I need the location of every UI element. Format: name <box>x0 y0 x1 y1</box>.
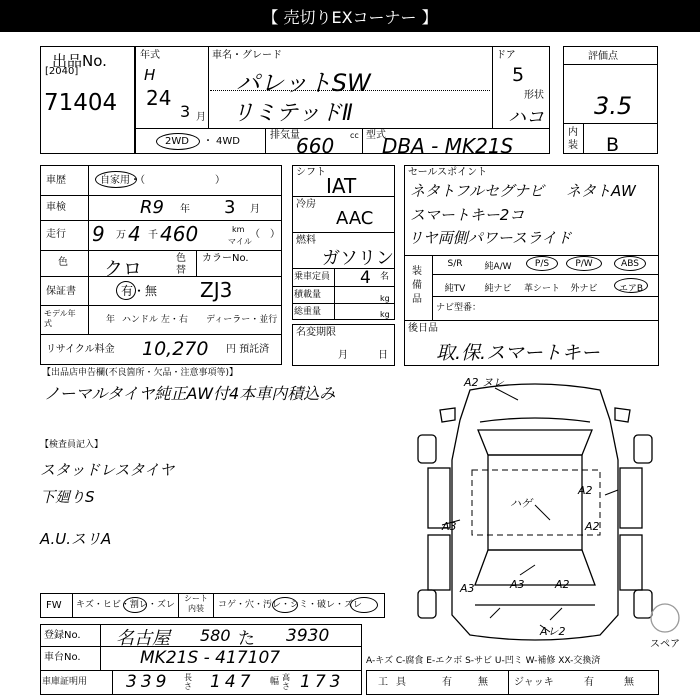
inspector-line3: A.U.スリA <box>40 530 112 548</box>
banner-title: 【 売切りEXコーナー 】 <box>262 8 438 27</box>
tools-opt2: 無 <box>478 677 488 688</box>
dims-width-label: 幅 <box>270 677 280 687</box>
equip-tv: 純TV <box>444 284 466 294</box>
fw-items2: コゲ・穴・汚レ・シミ・破レ・ズレ <box>218 600 363 610</box>
engine-type-label: 型式 <box>366 130 386 141</box>
interior-value: B <box>606 134 620 156</box>
recycle-label: リサイクル料金 <box>46 344 115 355</box>
drive-2wd: 2WD <box>165 136 189 147</box>
accessories-label: 後日品 <box>408 323 438 334</box>
ac-value: AAC <box>336 208 374 229</box>
model-year-unit: 年 <box>106 315 116 325</box>
load-unit: kg <box>380 294 390 303</box>
interior-label: 内装 <box>568 127 578 151</box>
capacity-value: 4 <box>360 268 371 288</box>
diagram-a2-right2: A2 <box>585 520 600 533</box>
capacity-label: 乗車定員 <box>294 272 331 282</box>
doors-label: ドア <box>496 50 516 61</box>
mileage-d1: 9 <box>92 222 105 246</box>
year-value: 24 <box>146 86 172 110</box>
lot-code: [2040] <box>45 66 79 77</box>
tax-unit: 月 <box>338 350 348 361</box>
model-label: 車名・グレード <box>212 50 282 61</box>
score-value: 3.5 <box>594 92 633 120</box>
color-code-label: カラーNo. <box>202 253 249 264</box>
mileage-note: （ ） <box>250 229 280 240</box>
ac-label: 冷房 <box>296 199 316 210</box>
color-value: クロ <box>104 258 143 280</box>
diagram-bottom: Aレ2 <box>540 625 566 638</box>
equipment-label: 装備品 <box>412 266 422 305</box>
engine-value: 660 <box>296 134 335 158</box>
jack-label: ジャッキ <box>514 677 554 688</box>
engine-label: 排気量 <box>270 130 300 141</box>
shift-value: IAT <box>326 174 357 198</box>
fw-seat: シート内装 <box>184 594 208 613</box>
jack-opt2: 無 <box>624 677 634 688</box>
diagram-a2-right: A2 <box>578 484 593 497</box>
mileage-d3: 460 <box>160 222 199 246</box>
inspection-label: 車検 <box>46 202 66 213</box>
diagram-a3-left: A3 <box>442 520 457 533</box>
dims-height: 173 <box>300 672 345 692</box>
dims-length-label: 長さ <box>184 673 192 691</box>
inspector-line1: スタッドレスタイヤ <box>40 461 175 479</box>
registration-kana: た <box>238 629 255 649</box>
mileage-label: 走行 <box>46 229 66 240</box>
dims-length: 339 <box>126 672 171 692</box>
equip-abs: ABS <box>621 259 639 269</box>
sales-line3: リヤ両側パワースライド <box>408 229 572 247</box>
registration-number: 3930 <box>286 626 330 646</box>
chassis-value: MK21S - 417107 <box>140 648 281 668</box>
history-label: 車歴 <box>46 175 66 186</box>
equip-sr: S/R <box>447 259 463 269</box>
navi-label: ナビ型番： <box>436 303 482 313</box>
shift-label: シフト <box>296 167 326 178</box>
color-label: 色 <box>58 257 68 268</box>
history-options: 自家用・（ ） <box>100 175 225 186</box>
year-era: H <box>144 66 156 84</box>
model-year-handle: ハンドル 左・右 <box>122 315 188 325</box>
diagram-a2-bottom: A2 <box>555 578 570 591</box>
engine-unit: cc <box>350 131 359 140</box>
year-month-unit: 月 <box>196 112 206 123</box>
sales-line1b: ネタトAW <box>566 182 636 200</box>
inspector-line2: 下廻りS <box>40 488 95 506</box>
model-year-dealer: ディーラー・並行 <box>206 315 278 325</box>
car-diagram <box>400 370 700 660</box>
diagram-a3-bottom2: A3 <box>510 578 525 591</box>
equip-airbag: エアB <box>618 284 644 294</box>
sales-label: セールスポイント <box>408 167 488 178</box>
diagram-a3-bottom: A3 <box>460 582 475 595</box>
engine-type: DBA - MK21S <box>382 134 514 158</box>
fw-label: FW <box>46 600 62 611</box>
tax-day: 日 <box>378 350 388 361</box>
fuel-label: 燃料 <box>296 235 316 246</box>
recycle-unit: 円 預託済 <box>226 344 270 355</box>
model-name: パレットSW <box>236 69 371 97</box>
mileage-unit-km: km <box>232 225 245 234</box>
warranty-label: 保証書 <box>46 286 76 297</box>
load-label: 積載量 <box>294 290 322 300</box>
fuel-value: ガソリン <box>322 248 394 269</box>
model-year-label: モデル年式 <box>44 309 76 328</box>
shape-value: ハコ <box>508 107 544 128</box>
registration-label: 登録No. <box>44 630 81 641</box>
chassis-label: 車台No. <box>44 652 81 663</box>
equip-pw: P/W <box>575 259 593 269</box>
equip-leather: 革シート <box>523 284 560 294</box>
tax-label: 名変期限 <box>296 327 336 338</box>
score-label: 評価点 <box>588 51 618 62</box>
equip-navi: 純ナビ <box>484 284 512 294</box>
inspection-month: 3 <box>224 197 236 218</box>
lot-label: 出品No. <box>52 52 107 70</box>
drive-4wd: 4WD <box>216 136 240 147</box>
doors-value: 5 <box>512 64 525 86</box>
capacity-unit: 名 <box>380 272 390 282</box>
notes-label: 【出品店申告欄(不良箇所・欠品・注意事項等)】 <box>42 368 239 378</box>
notes-text: ノーマルタイヤ純正AW付4本車内積込み <box>44 384 336 403</box>
mileage-u1: 万 <box>116 230 126 241</box>
registration-area: 名古屋 <box>116 628 170 649</box>
inspection-year: R9 <box>140 197 164 218</box>
color-code: ZJ3 <box>200 278 233 302</box>
weight-label: 総重量 <box>294 307 322 317</box>
equip-aw: 純A/W <box>484 262 512 272</box>
inspector-label: 【検査員記入】 <box>40 440 104 450</box>
legend: A-キズ C-腐食 E-エクボ S-サビ U-凹ミ W-補修 XX-交換済 <box>366 656 601 666</box>
lot-number: 71404 <box>44 90 118 116</box>
shape-label: 形状 <box>524 90 544 101</box>
recycle-value: 10,270 <box>142 338 209 360</box>
registration-class: 580 <box>200 626 231 645</box>
tools-opt1: 有 <box>442 677 452 688</box>
sales-line2: スマートキー2コ <box>410 206 525 224</box>
diagram-mid: ハゲ <box>510 497 532 510</box>
sales-line1a: ネタトフルセグナビ <box>410 182 544 200</box>
equip-ps: P/S <box>534 259 550 269</box>
year-month: 3 <box>180 102 191 121</box>
mileage-u2: 千 <box>148 230 158 241</box>
fw-items: キズ・ヒビ・割レ・ズレ <box>76 600 175 610</box>
inspection-year-unit: 年 <box>180 204 190 215</box>
year-label: 年式 <box>140 50 160 61</box>
inspection-month-unit: 月 <box>250 204 260 215</box>
weight-unit: kg <box>380 310 390 319</box>
color-repaint: 色替 <box>176 253 186 276</box>
jack-opt1: 有 <box>584 677 594 688</box>
mileage-d2: 4 <box>128 222 141 246</box>
accessories-value: 取.保.スマートキー <box>436 342 600 364</box>
model-grade: リミテッドⅡ <box>232 101 353 126</box>
warranty-value: 有・無 <box>121 284 158 298</box>
mileage-unit-mile: マイル <box>228 237 252 246</box>
tools-label: 工具 <box>378 677 414 688</box>
dims-label: 車庫証明用 <box>42 677 88 687</box>
equip-extnavi: 外ナビ <box>570 284 598 294</box>
diagram-top: A2 ヌレ <box>464 376 505 389</box>
diagram-spare: スペア <box>650 639 680 650</box>
dims-width: 147 <box>210 672 255 692</box>
dims-height-label: 高さ <box>282 673 290 691</box>
